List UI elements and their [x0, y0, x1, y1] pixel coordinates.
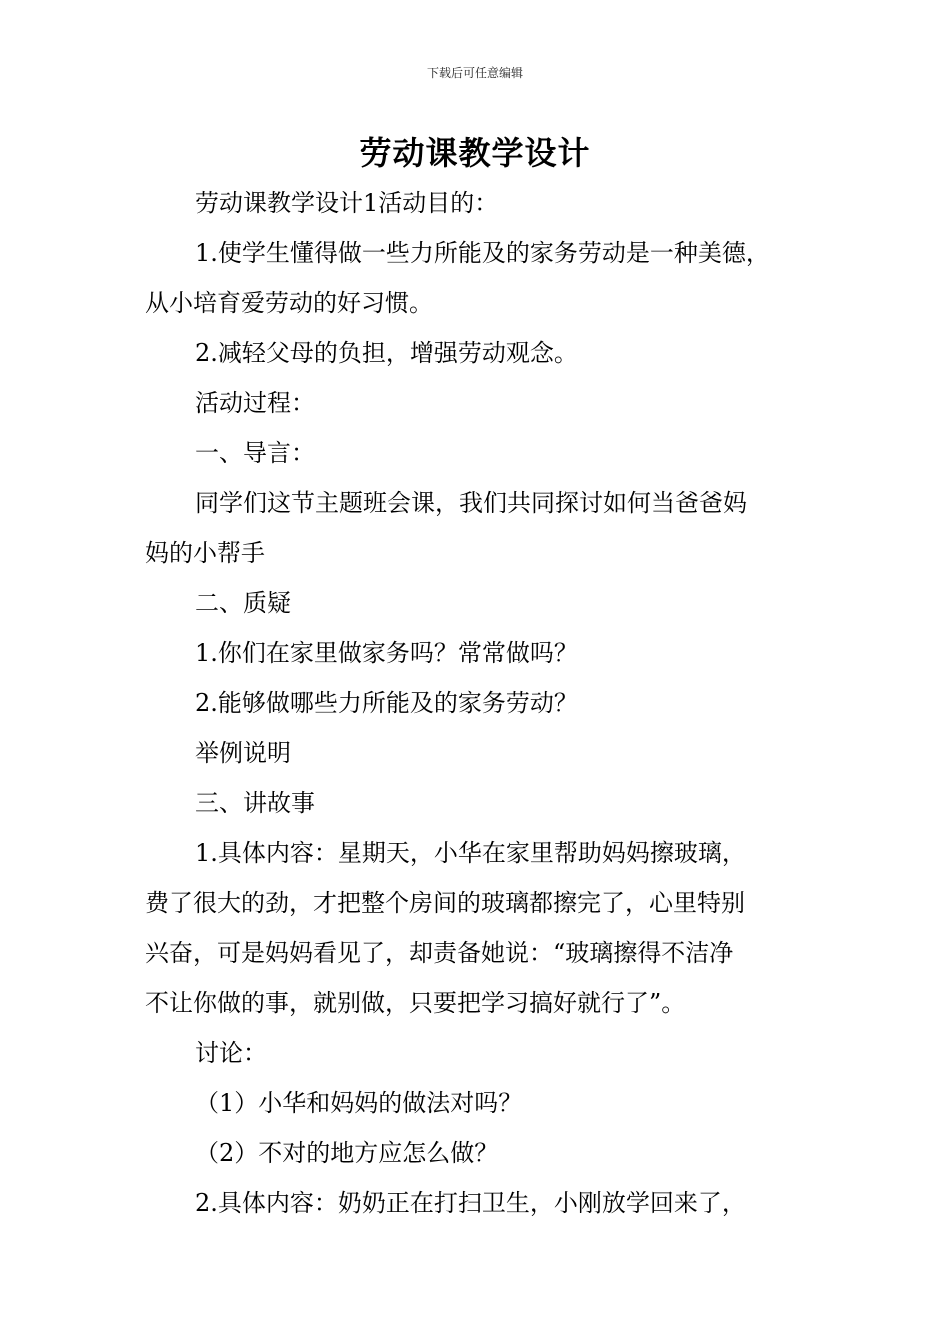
paragraph-line: 1.使学生懂得做一些力所能及的家务劳动是一种美德，	[195, 239, 770, 267]
document-title: 劳动课教学设计	[359, 134, 591, 172]
paragraph-line: 不让你做的事，就别做，只要把学习搞好就行了”。	[145, 989, 686, 1017]
paragraph-line: （2）不对的地方应怎么做？	[195, 1139, 499, 1167]
paragraph-line: 同学们这节主题班会课，我们共同探讨如何当爸爸妈	[195, 489, 747, 517]
paragraph-line: （1）小华和妈妈的做法对吗？	[195, 1089, 523, 1117]
paragraph-line: 劳动课教学设计1活动目的：	[195, 189, 499, 217]
paragraph-line: 从小培育爱劳动的好习惯。	[145, 289, 433, 317]
section-heading: 一、导言：	[195, 439, 315, 467]
section-heading: 活动过程：	[195, 389, 315, 417]
paragraph-line: 举例说明	[195, 739, 291, 767]
page-header-note: 下载后可任意编辑	[426, 66, 523, 80]
section-heading: 二、质疑	[195, 589, 291, 617]
paragraph-line: 兴奋，可是妈妈看见了，却责备她说：“玻璃擦得不洁净	[145, 939, 734, 967]
document-body	[145, 178, 825, 1228]
paragraph-line: 2.减轻父母的负担，增强劳动观念。	[195, 339, 578, 367]
paragraph-line: 2.具体内容：奶奶正在打扫卫生，小刚放学回来了，	[195, 1189, 746, 1217]
paragraph-line: 妈的小帮手	[145, 539, 265, 567]
paragraph-line: 讨论：	[195, 1039, 267, 1067]
section-heading: 三、讲故事	[195, 789, 315, 817]
paragraph-line: 1.具体内容：星期天，小华在家里帮助妈妈擦玻璃，	[195, 839, 746, 867]
paragraph-line: 2.能够做哪些力所能及的家务劳动？	[195, 689, 578, 717]
paragraph-line: 1.你们在家里做家务吗？常常做吗？	[195, 639, 578, 667]
paragraph-line: 费了很大的劲，才把整个房间的玻璃都擦完了，心里特别	[145, 889, 745, 917]
